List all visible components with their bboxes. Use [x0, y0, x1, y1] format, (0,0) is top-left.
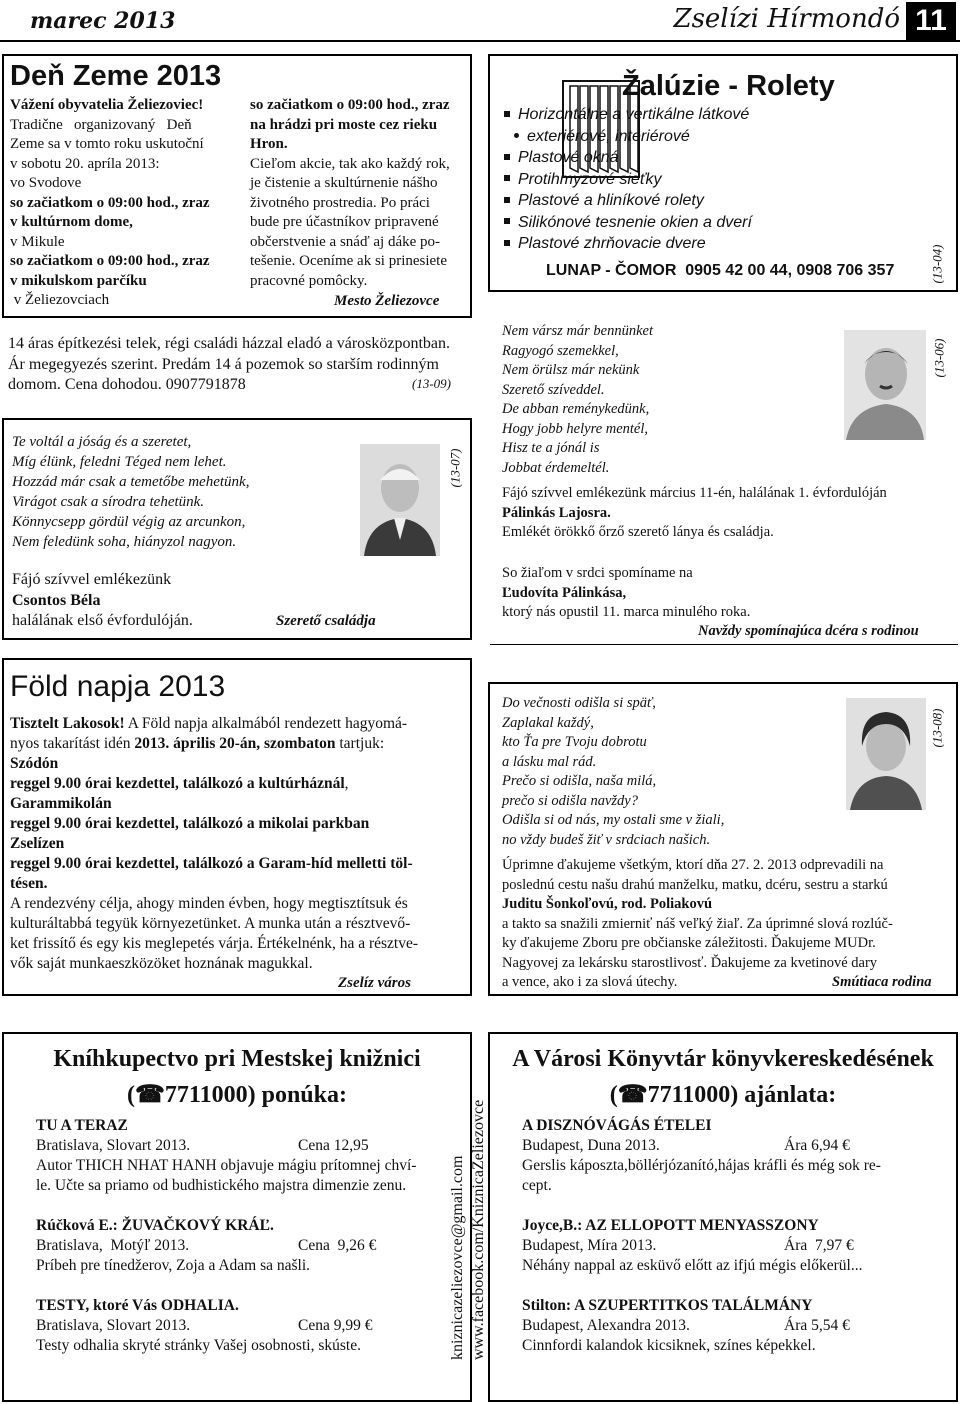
- poem-line: Te voltál a jóság és a szeretet,: [12, 434, 192, 450]
- book-pub-row: [522, 1316, 952, 1336]
- poem-line: Könnycsepp gördül végig az arcunkon,: [12, 514, 246, 530]
- rolety-item: Plastové okná: [502, 147, 752, 169]
- book-title: Stilton: A SZUPERTITKOS TALÁLMÁNY: [522, 1297, 813, 1314]
- poem-line: Prečo si odišla, naša milá,: [502, 773, 657, 789]
- rolety-item: Silikónové tesnenie okien a dverí: [502, 212, 752, 234]
- book-price: Ára 6,94 €: [784, 1137, 850, 1154]
- ad-code-13-04: (13-04): [929, 244, 945, 284]
- den-zeme-line: Vážení obyvatelia Želiezoviec!: [10, 97, 204, 113]
- telephone-icon: ☎: [135, 1082, 165, 1108]
- text-line: [502, 876, 893, 896]
- poem-line: Ragyogó szemekkel,: [502, 342, 619, 359]
- sonkolova-last-line: a vence, ako i za slová útechy.: [502, 974, 678, 990]
- palinkas-hu-text: Fájó szívvel emlékezünk március 11-én, halálának 1. évfordulóján Pálinkás Lajosra. Emlékét örökkő őrző szerető lánya és családja.: [502, 485, 887, 540]
- telek-line: domom. Cena dohodou. 0907791878: [8, 376, 246, 393]
- book-title: TU A TERAZ: [36, 1117, 128, 1134]
- text-segment: ket frissítő és egy kis meglepetés várja. Értékelnénk, ha a résztve-: [10, 935, 419, 952]
- den-zeme-line: so začiatkom o 09:00 hod., zraz: [10, 253, 210, 269]
- ad-code-13-09: (13-09): [412, 376, 451, 391]
- den-zeme-line: Zeme sa v tomto roku uskutoční: [10, 136, 204, 152]
- book-publisher: Bratislava, Slovart 2013.: [36, 1137, 191, 1154]
- book-publisher: Bratislava, Motýľ 2013.: [36, 1237, 190, 1254]
- text-line: [10, 814, 418, 834]
- den-zeme-line: pracovné pomôcky.: [250, 272, 368, 289]
- book-entry: [36, 1216, 466, 1276]
- text-line: [502, 934, 893, 954]
- poem-line: De abban reménykedünk,: [502, 401, 650, 417]
- palinkas-poem: [502, 322, 653, 478]
- text-segment: reggel 9.00 órai kezdettel, találkozó a kultúrháznál: [10, 775, 345, 792]
- text-segment: Nagyovej za lekársku starostlivosť. Ďakujeme za kvetinové dary: [502, 954, 878, 971]
- csontos-photo: [360, 444, 440, 556]
- book-title: Joyce,B.: AZ ELLOPOTT MENYASSZONY: [522, 1217, 819, 1234]
- kniznica-facebook[interactable]: www.facebook.com/KniznicaZeliezovce: [469, 1099, 487, 1360]
- poem-line: Odišla si od nás, my ostali sme v žiali,: [502, 812, 725, 828]
- page-number: 11: [906, 2, 956, 40]
- kniznica-hu-books: [522, 1116, 952, 1376]
- book-description: Autor THICH NHAT HANH objavuje mágiu prítomnej chví-: [36, 1157, 417, 1174]
- text-segment: kulturáltabbá tegyük környezetünket. A munka után a résztvevő-: [10, 915, 411, 932]
- book-description: cept.: [522, 1177, 552, 1194]
- den-zeme-line: tešenie. Oceníme ak si prinesiete: [250, 253, 448, 269]
- den-zeme-right-column: [250, 96, 472, 291]
- book-publisher: Bratislava, Slovart 2013.: [36, 1317, 191, 1334]
- book-price: Ára 5,54 €: [784, 1317, 850, 1334]
- poem-line: Do večnosti odišla si späť,: [502, 695, 656, 711]
- text-segment: Garammikolán: [10, 795, 112, 812]
- den-zeme-line: v Mikule: [10, 233, 65, 250]
- book-price: Cena 12,95: [298, 1137, 369, 1154]
- ad-code-13-06: (13-06): [931, 338, 947, 378]
- book-publisher: Budapest, Míra 2013.: [522, 1237, 657, 1254]
- book-entry: [522, 1216, 952, 1276]
- text-line: [10, 954, 418, 974]
- den-zeme-line: v mikulskom parčíku: [10, 272, 147, 289]
- poem-line: kto Ťa pre Tvoju dobrotu: [502, 734, 647, 750]
- den-zeme-signature: Mesto Želiezovce: [334, 293, 440, 309]
- sonkolova-poem: [502, 694, 724, 850]
- text-segment: poslednú cestu našu drahú manželku, matku, dcéru, sestru a starkú: [502, 876, 888, 893]
- rolety-title: Žalúzie - Rolety: [622, 70, 835, 102]
- book-price: Ára 7,97 €: [784, 1237, 854, 1254]
- sonkolova-signature: Smútiaca rodina: [832, 974, 932, 990]
- rolety-item: exteriérové, interiérové: [502, 126, 752, 148]
- book-description: Cinnfordi kalandok kicsiknek, színes képekkel.: [522, 1337, 816, 1354]
- palinkas-sk-text: So žiaľom v srdci spomíname na Ľudovíta Pálinkása, ktorý nás opustil 11. marca minulého roka.: [502, 565, 751, 620]
- book-publisher: Budapest, Duna 2013.: [522, 1137, 660, 1154]
- telephone-icon: ☎: [617, 1082, 648, 1108]
- book-publisher: Budapest, Alexandra 2013.: [522, 1317, 690, 1334]
- kniznica-sk-subtitle: (☎7711000) ponúka:: [127, 1082, 347, 1108]
- palinkas-divider: [490, 644, 958, 645]
- text-line: [10, 774, 418, 794]
- fold-napja-body: [10, 714, 418, 974]
- text-line: [10, 794, 418, 814]
- sonkolova-body: [502, 856, 893, 973]
- telek-ad: [8, 334, 474, 396]
- den-zeme-line: so začiatkom o 09:00 hod., zraz: [250, 97, 450, 113]
- book-pub-row: [36, 1236, 466, 1256]
- text-segment: reggel 9.00 órai kezdettel, találkozó a mikolai parkban: [10, 815, 370, 832]
- ad-code-13-08: (13-08): [929, 708, 945, 748]
- text-line: [10, 914, 418, 934]
- portrait-man-icon: [844, 330, 926, 440]
- text-line: [502, 954, 893, 974]
- den-zeme-line: Cieľom akcie, tak ako každý rok,: [250, 155, 450, 172]
- text-line: [10, 754, 418, 774]
- rolety-contact: LUNAP - ČOMOR 0905 42 00 44, 0908 706 357: [546, 262, 895, 279]
- den-zeme-line: občerstvenie a snáď aj dáke po-: [250, 233, 441, 250]
- book-title: A DISZNÓVÁGÁS ÉTELEI: [522, 1117, 712, 1134]
- den-zeme-box: [2, 54, 472, 318]
- den-zeme-line: v sobotu 20. apríla 2013:: [10, 155, 160, 172]
- header-rule: [0, 40, 960, 42]
- rolety-item: Protihmyzové sieťky: [502, 169, 752, 191]
- fold-napja-title: Föld napja 2013: [10, 670, 226, 703]
- poem-line: Virágot csak a sírodra tehetünk.: [12, 494, 205, 510]
- text-line: [10, 834, 418, 854]
- book-description: Príbeh pre tínedžerov, Zoja a Adam sa našli.: [36, 1257, 311, 1274]
- text-line: [10, 854, 418, 874]
- text-segment: a takto sa snažili zmierniť náš veľký žiaľ. Za úprimné slová rozlúč-: [502, 915, 893, 932]
- text-line: [502, 915, 893, 935]
- text-segment: reggel 9.00 órai kezdettel, találkozó a Garam-híd melletti töl-: [10, 855, 413, 872]
- den-zeme-line: na hrádzi pri moste cez rieku: [250, 116, 438, 133]
- portrait-man-icon: [360, 444, 440, 556]
- kniznica-sk-title: Kníhkupectvo pri Mestskej knižnici: [53, 1046, 421, 1072]
- book-pub-row: [36, 1316, 466, 1336]
- text-segment: Tisztelt Lakosok!: [10, 715, 125, 732]
- poem-line: Nem örülsz már nekünk: [502, 362, 640, 378]
- csontos-signature: Szerető családja: [276, 613, 376, 629]
- text-line: [10, 934, 418, 954]
- text-segment: A rendezvény célja, ahogy minden évben, hogy megtisztítsuk és: [10, 895, 408, 912]
- text-segment: tartjuk:: [335, 735, 385, 752]
- text-line: [502, 895, 893, 915]
- palinkas-signature: Navždy spomínajúca dcéra s rodinou: [698, 623, 919, 639]
- poem-line: a lásku mal rád.: [502, 753, 597, 770]
- book-title: TESTY, ktoré Vás ODHALIA.: [36, 1297, 239, 1314]
- text-segment: ky ďakujeme Zboru pre občianske záležitosti. Ďakujeme MUDr.: [502, 935, 876, 951]
- text-line: [10, 734, 418, 754]
- rolety-item: Plastové a hliníkové rolety: [502, 190, 752, 212]
- book-entry: [522, 1116, 952, 1196]
- den-zeme-line: Hron.: [250, 136, 288, 152]
- text-line: [10, 874, 418, 894]
- telek-line: Ár megegyezés szerint. Predám 14 á pozemok so starším rodinným: [8, 355, 439, 373]
- poem-line: Hozzád már csak a temetőbe mehetünk,: [12, 474, 250, 490]
- den-zeme-left-column: [10, 96, 232, 311]
- book-pub-row: [36, 1136, 466, 1156]
- poem-line: Hisz te a jónál is: [502, 440, 600, 456]
- den-zeme-line: so začiatkom o 09:00 hod., zraz: [10, 194, 210, 211]
- newspaper-title: Zselízi Hírmondó: [673, 4, 900, 34]
- book-description: le. Učte sa priamo od budhistického majstra dimenzie zenu.: [36, 1177, 407, 1194]
- text-segment: ,: [344, 775, 349, 792]
- text-segment: 2013. április 20-án, szombaton: [134, 735, 336, 752]
- book-pub-row: [522, 1236, 952, 1256]
- portrait-woman-icon: [846, 698, 926, 810]
- book-entry: [36, 1116, 466, 1196]
- kniznica-sk-books: [36, 1116, 466, 1376]
- rolety-item: Horizontálne a vertikálne látkové: [502, 104, 752, 126]
- sonkolova-memorial-box: [488, 682, 958, 996]
- poem-line: Jobbat érdemeltél.: [502, 459, 610, 476]
- kniznica-hu-title: A Városi Könyvtár könyvkereskedésének: [512, 1046, 934, 1072]
- book-entry: [522, 1296, 952, 1356]
- ad-code-13-07: (13-07): [447, 448, 463, 488]
- den-zeme-title: Deň Zeme 2013: [10, 60, 222, 92]
- den-zeme-line: v kultúrnom dome,: [10, 214, 133, 230]
- book-price: Cena 9,26 €: [298, 1237, 377, 1254]
- telek-line: 14 áras építkezési telek, régi családi házzal eladó a városközpontban.: [8, 335, 451, 352]
- poem-line: Szerető szíveddel.: [502, 381, 605, 398]
- kniznica-hu-subtitle: (☎7711000) ajánlata:: [609, 1082, 837, 1108]
- book-description: Néhány nappal az esküvő előtt az ifjú mégis előkerül...: [522, 1257, 863, 1274]
- csontos-text: Fájó szívvel emlékezünk Csontos Béla halálának első évfordulóján.: [12, 571, 193, 629]
- kniznica-sk-box: [2, 1032, 472, 1402]
- text-segment: Zselízen: [10, 835, 65, 852]
- book-description: Gerslis káposzta,böllérjózanító,hájas kráfli és még sok re-: [522, 1157, 881, 1174]
- text-segment: Juditu Šonkoľovú, rod. Poliakovú: [502, 896, 713, 912]
- fold-napja-signature: Zselíz város: [338, 975, 411, 991]
- issue-date: marec 2013: [30, 8, 176, 34]
- book-description: Testy odhalia skryté stránky Vašej osobnosti, skúste.: [36, 1337, 361, 1354]
- text-segment: Úprimne ďakujeme všetkým, ktorí dňa 27. 2. 2013 odprevadili na: [502, 857, 884, 873]
- text-segment: nyos takarítást idén: [10, 735, 135, 752]
- den-zeme-line: je čistenie a skultúrnenie nášho: [250, 175, 438, 191]
- fold-napja-box: [2, 658, 472, 996]
- den-zeme-line: vo Svodove: [10, 175, 82, 191]
- den-zeme-line: bude pre účastníkov pripravené: [250, 214, 439, 230]
- text-line: [502, 856, 893, 876]
- rolety-items: [502, 104, 752, 255]
- poem-line: Nem vársz már bennünket: [502, 323, 654, 339]
- den-zeme-line: v Želiezovciach: [10, 292, 110, 308]
- poem-line: no vždy budeš žiť v srdciach našich.: [502, 831, 711, 848]
- book-pub-row: [522, 1136, 952, 1156]
- palinkas-photo: [844, 330, 926, 440]
- text-segment: vők saját munkaeszközöket hoznának magukkal.: [10, 955, 313, 972]
- book-price: Cena 9,99 €: [298, 1317, 373, 1334]
- csontos-poem: [12, 432, 249, 552]
- sonkolova-photo: [846, 698, 926, 810]
- poem-line: prečo si odišla navždy?: [502, 792, 638, 809]
- book-entry: [36, 1296, 466, 1356]
- poem-line: Nem feledünk soha, hiányzol nagyon.: [12, 534, 237, 550]
- poem-line: Hogy jobb helyre mentél,: [502, 420, 649, 437]
- text-segment: tésen.: [10, 875, 48, 892]
- csontos-memorial-box: [2, 418, 472, 640]
- text-line: [10, 894, 418, 914]
- kniznica-email[interactable]: kniznicazeliezovce@gmail.com: [449, 1155, 466, 1360]
- text-segment: Szódón: [10, 755, 59, 772]
- den-zeme-line: životného prostredia. Po práci: [250, 194, 430, 211]
- poem-line: Zaplakal každý,: [502, 714, 594, 731]
- den-zeme-line: Tradične organizovaný Deň: [10, 116, 192, 133]
- text-line: [10, 714, 418, 734]
- rolety-item: Plastové zhrňovacie dvere: [502, 233, 752, 255]
- text-segment: A Föld napja alkalmából rendezett hagyomá-: [124, 715, 408, 732]
- book-title: Rúčková E.: ŽUVAČKOVÝ KRÁĽ.: [36, 1217, 274, 1234]
- rolety-ad-box: [488, 54, 958, 292]
- kniznica-hu-box: [488, 1032, 958, 1402]
- poem-line: Míg élünk, feledni Téged nem lehet.: [12, 454, 227, 470]
